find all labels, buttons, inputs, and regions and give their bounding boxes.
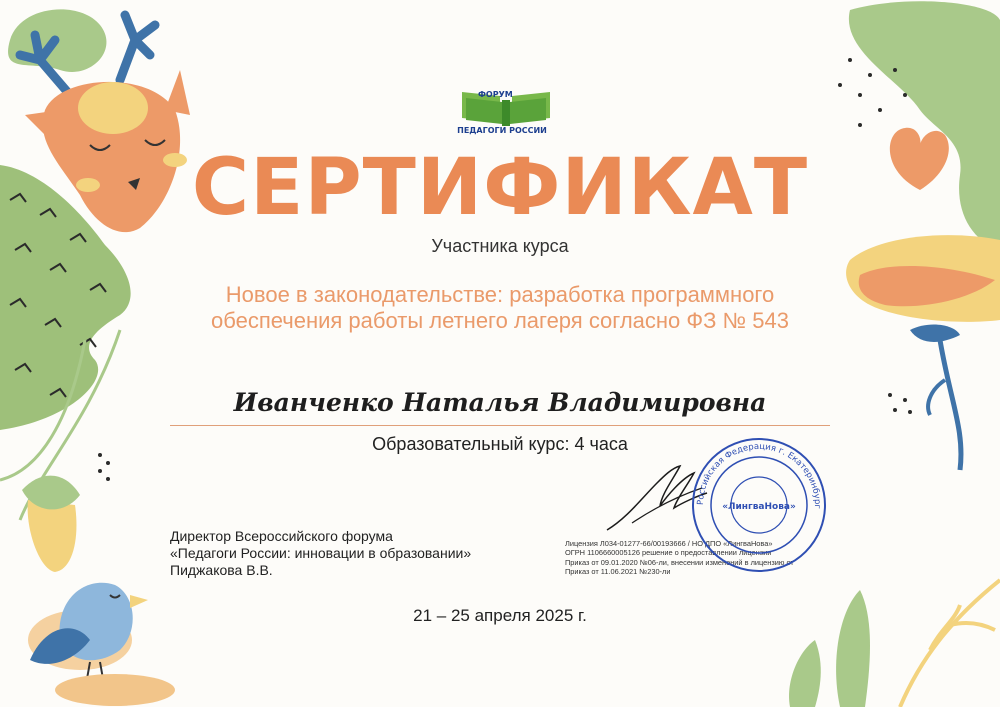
logo-text-forum: ФОРУМ — [478, 90, 513, 99]
course-dates: 21 – 25 апреля 2025 г. — [413, 606, 587, 625]
flower-bud-left — [22, 476, 80, 572]
ogrn-line: ОГРН 1106660005126 решение о предоставлении лицензии — [565, 548, 772, 558]
director-forum: «Педагоги России: инновации в образовании» — [170, 545, 472, 561]
order-line-2: Приказ от 11.06.2021 №230-ли — [565, 566, 671, 576]
blue-bird — [28, 583, 175, 706]
stamp-ring-text: Российская Федерация г. Екатеринбург — [695, 441, 823, 510]
stamp-center-text: «ЛингваНова» — [722, 502, 796, 512]
yellow-branch-bottom-right — [900, 580, 1000, 707]
course-title-line1: Новое в законодательстве: разработка программного — [225, 282, 775, 307]
order-line-1: Приказ от 09.01.2020 №06-ли, внесении изменений в лицензию от — [565, 557, 794, 567]
recipient-name: Иванченко Наталья Владимировна — [233, 388, 767, 417]
dots-left — [98, 453, 110, 481]
license-line: Лицензия Л034-01277-66/00193666 / НО ДПО «ЛингваНова» — [565, 539, 773, 548]
director-name: Пиджакова В.В. — [170, 562, 273, 578]
course-title-line2: обеспечения работы летнего лагеря согласно ФЗ № 543 — [211, 308, 789, 333]
name-underline — [170, 425, 830, 426]
director-block — [170, 528, 471, 579]
logo-text-pedagogi: ПЕДАГОГИ РОССИИ — [457, 126, 547, 135]
certificate-subtitle: Участника курса — [431, 236, 569, 256]
course-hours: Образовательный курс: 4 часа — [372, 434, 628, 454]
director-title: Директор Всероссийского форума — [170, 528, 393, 544]
certificate-title: СЕРТИФИКАТ — [191, 143, 809, 233]
official-stamp — [690, 436, 828, 574]
course-title — [0, 282, 1000, 334]
